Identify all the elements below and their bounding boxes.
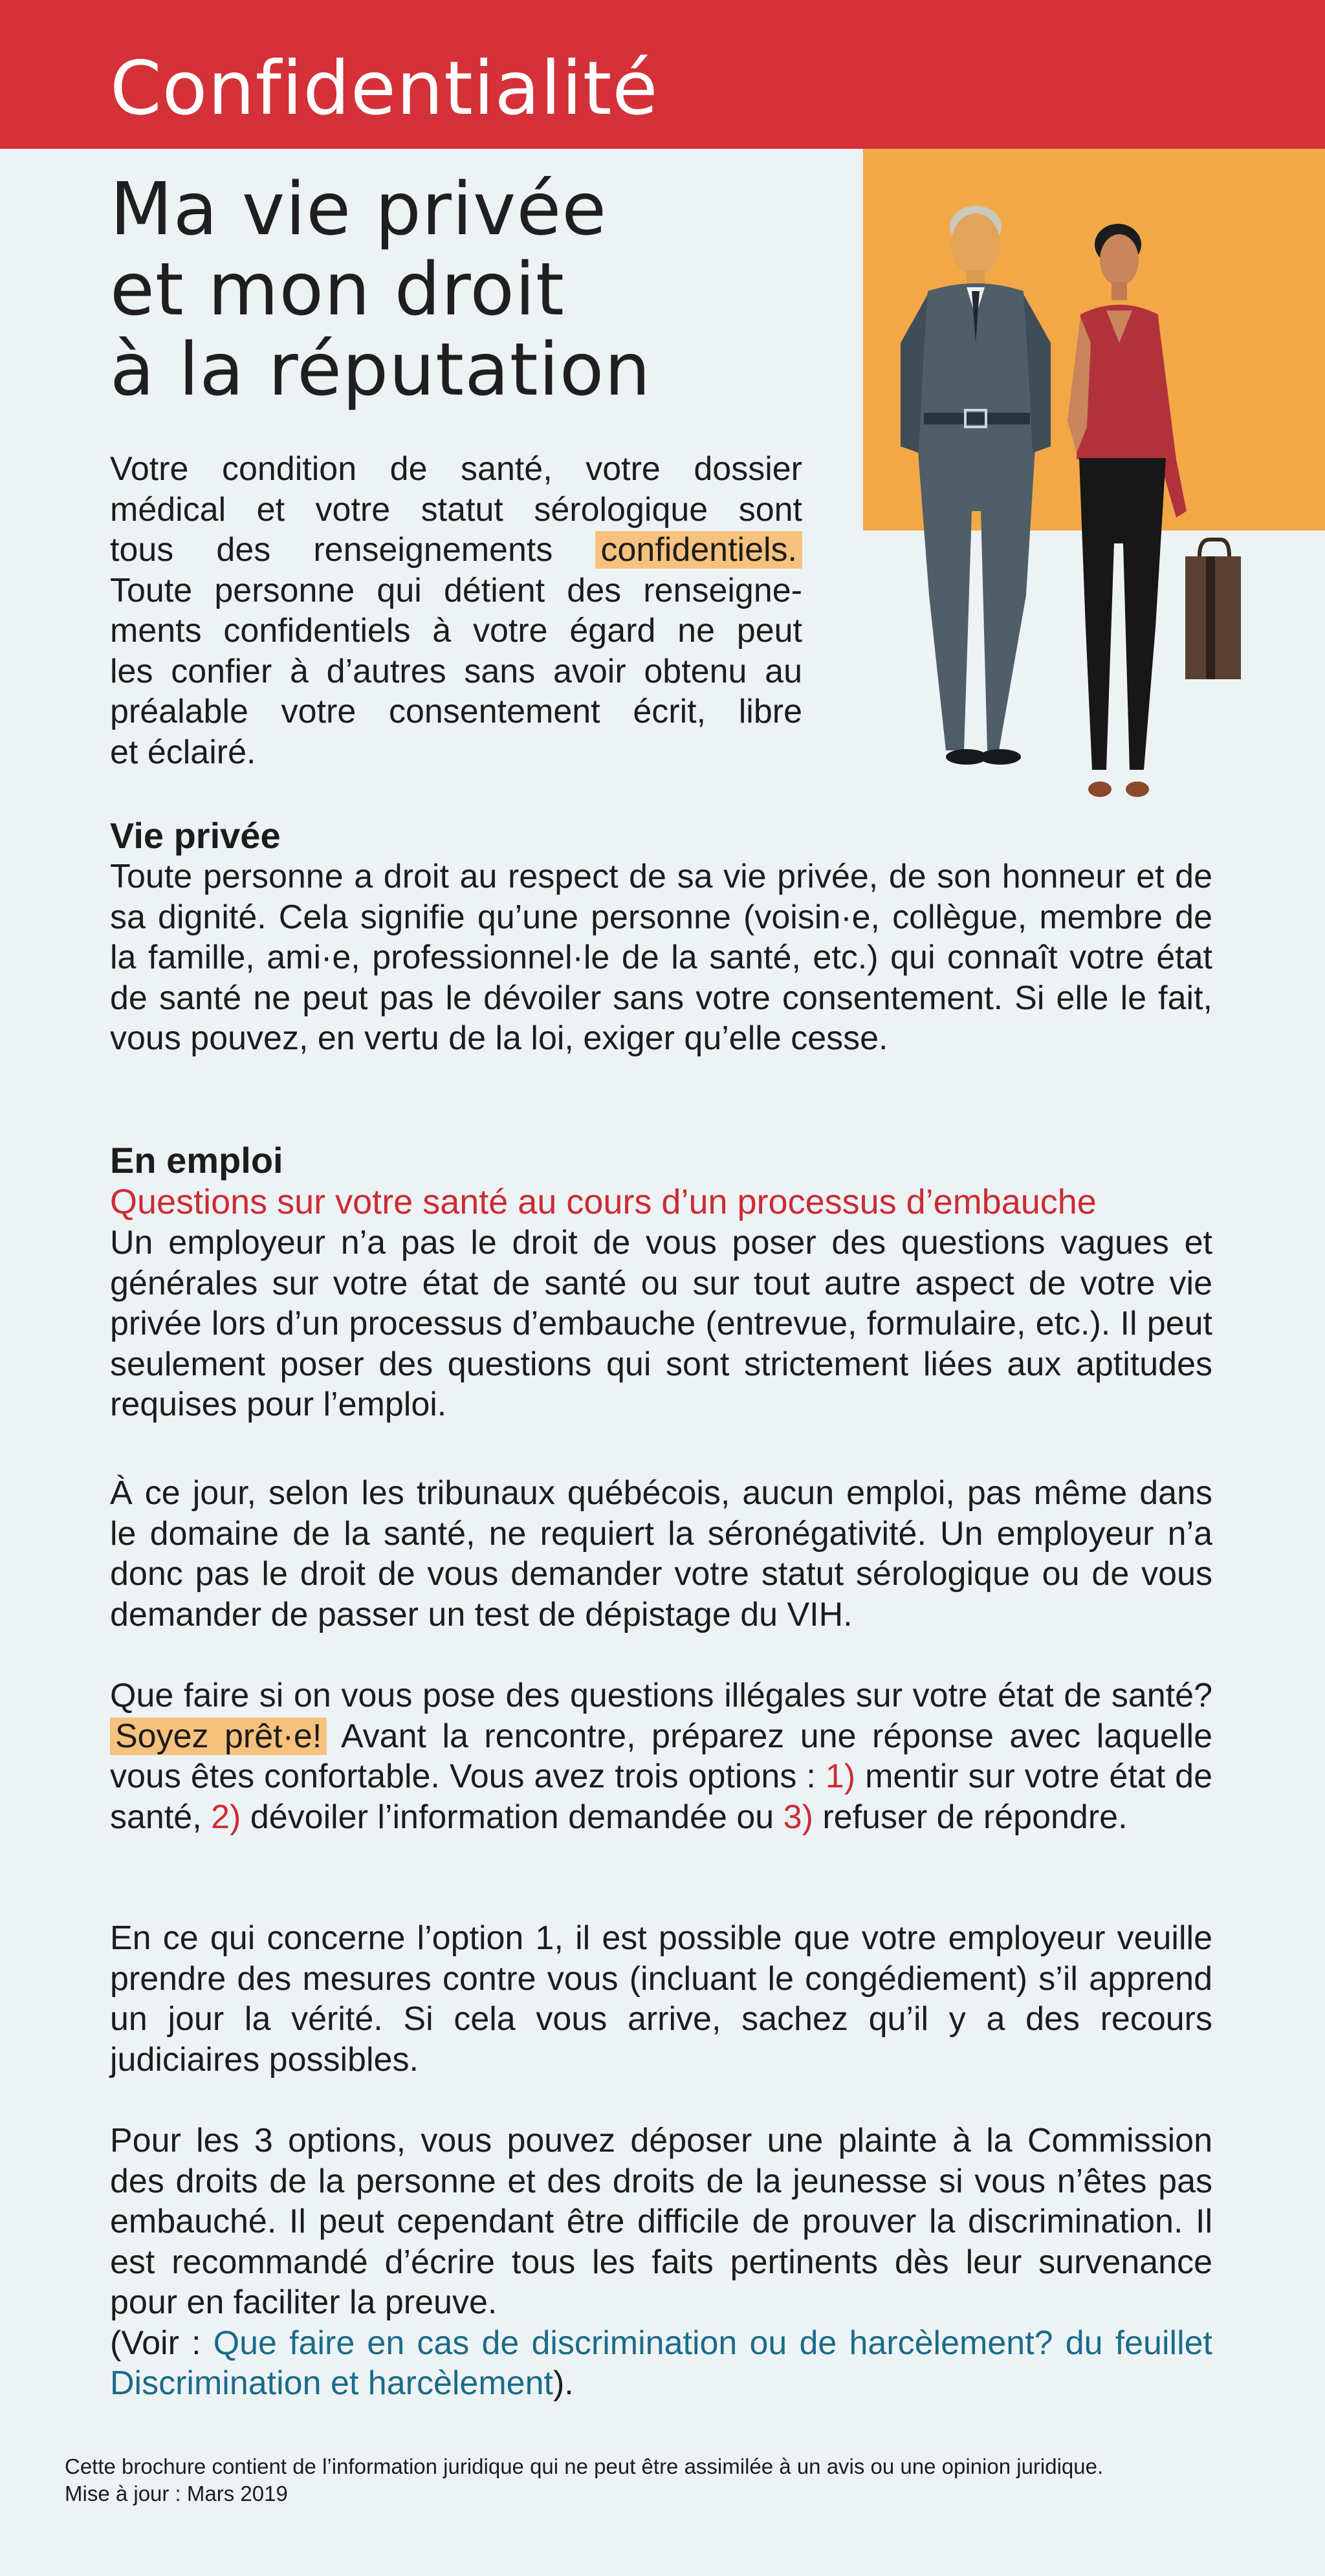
intro-line: Toute personne qui détient des renseigne- (110, 571, 802, 609)
emploi-paragraph-2: À ce jour, selon les tribunaux québécois, aucun emploi, pas même dans le domaine de la santé, ne requiert la séronégativité. Un employeur n’a donc pas le droit de vous demander votre statut sérologique ou de vous demander de passer un test de dépistage du VIH. (110, 1474, 1212, 1633)
see-open: (Voir : (110, 2324, 201, 2362)
hero-title-line: Ma vie privée (110, 168, 608, 252)
p5-text: Pour les 3 options, vous pouvez déposer une plainte à la Commission des droits de la personne et des droits de la jeunesse si vous n’êtes pas embauché. Il peut cependant être difficile de prouver la discrimination. Il est recommandé d’écrire tous les faits pertinents dès leur survenance pour en faciliter la preuve. (110, 2122, 1212, 2321)
section-vie-privee (110, 815, 1212, 1059)
p3-text: Que faire si on vous pose des questions illégales sur votre état de santé? (110, 1677, 1212, 1714)
header-banner (0, 0, 1325, 149)
confidentiels-highlight: confidentiels. (595, 531, 802, 569)
emploi-paragraph-5 (110, 2121, 1212, 2404)
couple-illustration (863, 149, 1325, 828)
section-heading: Vie privée (110, 815, 281, 856)
hero-title-line: et mon droit (110, 248, 565, 332)
intro-line (110, 530, 802, 571)
intro-line: préalable votre consentement écrit, libre (110, 693, 802, 730)
section-subheading: Questions sur votre santé au cours d’un processus d’embauche (110, 1183, 1097, 1221)
p3-text: Avant la rencontre, préparez une réponse avec laquelle vous êtes confortable. Vous avez trois options : (110, 1717, 1212, 1795)
intro-line: les confier à d’autres sans avoir obtenu au (110, 652, 802, 690)
see-close: ). (553, 2364, 574, 2402)
option-number: 2) (211, 1798, 241, 1836)
footer-disclaimer: Cette brochure contient de l’information juridique qui ne peut être assimilée à un avis ou une opinion juridique. (65, 2454, 1104, 2478)
section-emploi (110, 1140, 1212, 1425)
discrimination-link[interactable]: Que faire en cas de discrimination ou de harcèlement? du feuillet Discrimination et harcèlement (110, 2324, 1212, 2402)
option-text: refuser de répondre. (822, 1798, 1128, 1836)
hero-title (110, 169, 854, 410)
intro-line-text: tous des renseignements (110, 531, 553, 569)
intro-line: et éclairé. (110, 733, 256, 771)
intro-line: ments confidentiels à votre égard ne peut (110, 612, 802, 649)
briefcase-icon (1185, 540, 1241, 679)
footer (65, 2453, 1268, 2507)
section-heading: En emploi (110, 1140, 283, 1181)
emploi-paragraph-4: En ce qui concerne l’option 1, il est possible que votre employeur veuille prendre des mesures contre vous (incluant le congédiement) s’il apprend un jour la vérité. Si cela vous arrive, sachez qu’il y a des recours judiciaires possibles. (110, 1919, 1212, 2079)
soyez-pret-highlight: Soyez prêt·e! (110, 1718, 327, 1755)
option-number: 3) (783, 1798, 813, 1836)
emploi-paragraph-1: Un employeur n’a pas le droit de vous poser des questions vagues et générales sur votre état de santé ou sur tout autre aspect de votre vie privée lors d’un processus d’embauche (entrevue, formulaire, etc.). Il peut seulement poser des questions qui sont strictement liées aux aptitudes requises pour l’emploi. (110, 1224, 1212, 1423)
emploi-paragraph-3 (110, 1675, 1212, 1837)
vie-privee-text: Toute personne a droit au respect de sa vie privée, de son honneur et de sa dignité. Cela signifie qu’une personne (voisin·e, collègue, membre de la famille, ami·e, professionnel·le de la santé, etc.) qui connaît votre état de santé ne peut pas le dévoiler sans votre consentement. Si elle le fait, vous pouvez, en vertu de la loi, exiger qu’elle cesse. (110, 858, 1212, 1057)
footer-updated: Mise à jour : Mars 2019 (65, 2482, 288, 2505)
intro-paragraph (110, 449, 802, 772)
intro-line: Votre condition de santé, votre dossier (110, 450, 802, 488)
option-text: dévoiler l’information demandée ou (250, 1798, 774, 1836)
hero-title-line: à la réputation (110, 328, 652, 412)
page-title: Confidentialité (110, 45, 659, 131)
option-text: mentir sur votre état de santé, (110, 1758, 1212, 1836)
intro-line: médical et votre statut sérologique sont (110, 490, 802, 529)
option-number: 1) (825, 1758, 856, 1795)
